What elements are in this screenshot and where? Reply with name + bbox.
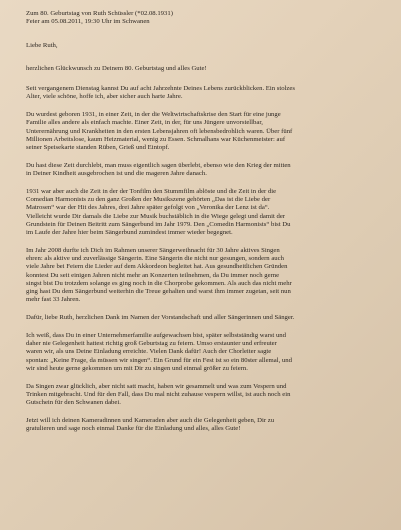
paragraph-line: seiner Speisekarte standen Rüben, Grieß und Eintopf. [26, 144, 170, 151]
paragraph-line: singst bist Du trotzdem solange es ging noch in die Chorprobe gekommen. Als auch das nicht mehr [26, 279, 292, 287]
paragraph-line: wir sind heute gerne gekommen um mit Dir zu singen und einmal größer zu feiern. [26, 364, 248, 372]
body-paragraph [26, 111, 387, 152]
paragraph-line: mehr fast 33 Jahren. [26, 296, 81, 304]
paragraph-line: viele Jahre bei Feiern die Lieder auf dem Akkordeon begleitet hat. Aus gesundheitlichen Gründen [26, 263, 288, 271]
paragraph-line: Familie alles andere als einfach machte. Einer Zeit, in der, für uns Jüngere unvorstellbar, [26, 119, 263, 127]
paragraph-line: Trinken mitgebracht. Und für den Fall, dass Du mal nicht zuhause vespern willst, ist auch noch ein [26, 390, 291, 398]
paragraph-line: Ich weiß, dass Du in einer Unternehmerfamilie aufgewachsen bist, später selbstständig warst und [26, 331, 286, 339]
paragraph-line: in Deiner Kindheit ausgebrochen ist und die mageren Jahre danach. [26, 170, 207, 177]
header-line-occasion: Zum 80. Geburtstag von Ruth Schüssler (*02.08.1931) [26, 10, 173, 17]
paragraph-line: Du hast diese Zeit durchlebt, man muss eigentlich sagen überlebt, ebenso wie den Krieg der mitten [26, 161, 291, 169]
paragraph-line: Jetzt will ich deinen Kameradinnen und Kameraden aber auch die Gelegenheit geben, Dir zu [26, 416, 275, 424]
letter-header [26, 10, 387, 27]
greeting: herzlichen Glückwunsch zu Deinem 80. Geburtstag und alles Gute! [26, 64, 207, 72]
paragraph-line: Vielleicht wurde Dir damals die Liebe zur Musik buchstäblich in die Wiege gelegt und damit der [26, 212, 286, 220]
paragraph-line: gratulieren und sage noch einmal Danke für die Einladung und alles, alles Gute! [26, 425, 241, 432]
header-line-event: Feier am 05.08.2011, 19:30 Uhr im Schwanen [26, 18, 150, 26]
paragraph-line: Da Singen zwar glücklich, aber nicht satt macht, haben wir gesammelt und was zum Vespern und [26, 382, 287, 390]
body-paragraph [26, 332, 387, 373]
body-paragraph [26, 188, 387, 238]
letter-body [26, 85, 387, 433]
paragraph-line: Gutschein für den Schwanen dabei. [26, 399, 121, 406]
paragraph-line: Grundstein für Deinen Beitritt zum Sängerbund im Jahr 1979. Den „Comedin Harmonists“ bist Du [26, 220, 291, 228]
body-paragraph [26, 162, 387, 179]
paragraph-line: Alter, viele schöne, hoffe ich, aber sicher auch harte Jahre. [26, 93, 183, 101]
paragraph-line: Matrosen“ war der Hit des Jahres, drei Jahre später gefolgt von „Veronika der Lenz ist da“. [26, 204, 270, 212]
paragraph-line: ging hast Du dem Sängerbund weiterhin die Treue gehalten und warst ihm immer zugetan, seit nun [26, 288, 291, 295]
paragraph-line: spontan: „Keine Frage, da müssen wir singen“. Ein Grund für ein Fest ist so ein 80ster allemal, und [26, 356, 292, 364]
paragraph-line: Millionen Arbeitslose, kaum Heizmaterial, wenig zu Essen. Schmalhans war Küchenmeister: auf [26, 135, 286, 143]
paragraph-line: im Laufe der Jahre hier beim Sängerbund zumindest immer wieder begegnet. [26, 229, 233, 236]
paragraph-line: Du wurdest geboren 1931, in einer Zeit, in der die Weltwirtschaftskrise den Start für eine junge [26, 111, 281, 118]
paragraph-line: Dafür, liebe Ruth, herzlichen Dank im Namen der Vorstandschaft und aller Sängerinnen und Sänger. [26, 314, 295, 321]
paragraph-line: Unterernährung und Krankheiten in den ersten Lebensjahren oft lebensbedrohlich waren. Über fünf [26, 127, 293, 135]
body-paragraph [26, 247, 387, 305]
paragraph-line: Im Jahr 2008 durfte ich Dich im Rahmen unserer Sängerweihnacht für 30 Jahre aktives Singen [26, 246, 280, 254]
paragraph-line: konntest Du seit einigen Jahren nicht mehr an Konzerten teilnehmen, da Du immer noch gerne [26, 271, 280, 279]
body-paragraph [26, 417, 387, 434]
paragraph-line: daher nie Gelegenheit hattest richtig groß Geburtstag zu feiern. Umso erstaunter und erfreuter [26, 340, 277, 347]
paragraph-line: ehren: als aktive und zuverlässige Sängerin. Eine Sängerin die nicht nur gesungen, sondern auch [26, 255, 284, 262]
paragraph-line: 1931 war aber auch die Zeit in der der Tonfilm den Stummfilm ablöste und die Zeit in der die [26, 187, 277, 195]
body-paragraph [26, 85, 387, 102]
paragraph-line: Comedian Harmonists zu den ganz Großen der Musikszene gehörten „Das ist die Liebe der [26, 196, 271, 203]
paragraph-line: waren wir, als uns Deine Einladung erreichte. Vielen Dank dafür! Auch der Chorleiter sagte [26, 348, 272, 356]
body-paragraph [26, 383, 387, 408]
salutation: Liebe Ruth, [26, 41, 58, 49]
paragraph-line: Seit vergangenem Dienstag kannst Du auf acht Jahrzehnte Deines Lebens zurückblicken. Ein stolzes [26, 85, 295, 92]
body-paragraph [26, 314, 387, 322]
